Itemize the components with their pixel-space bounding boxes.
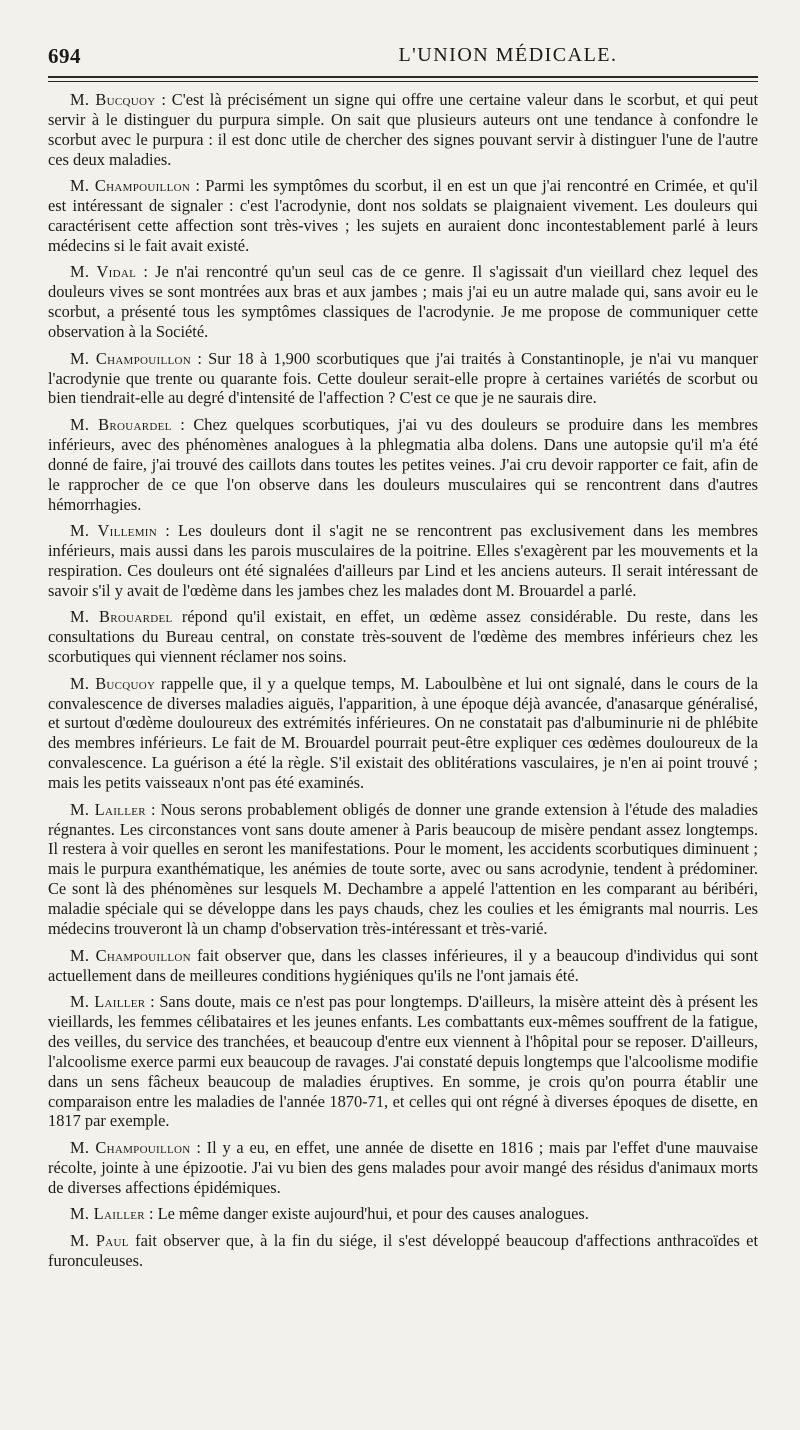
paragraph-8 — [48, 674, 758, 793]
paragraph-9 — [48, 800, 758, 939]
paragraph-6 — [48, 521, 758, 601]
paragraph-text: : Sur 18 à 1,900 scorbutiques que j'ai traités à Constantinople, je n'ai vu manquer l'acrodynie que trente ou quarante fois. Cette douleur serait-elle propre à certaines variétés de scorbut ou bien tiendrait-elle au degré d'intensité de l'affection ? C'est ce que je ne saurais dire. — [48, 348, 758, 408]
paragraph-text: : Nous serons probablement obligés de donner une grande extension à l'étude des maladies régnantes. Les circonstances vont sans doute amener à Paris beaucoup de misère pendant assez longtemps. Il restera à voir quelles en seront les manifestations. Pour le moment, les accidents scorbutiques diminuent ; mais le purpura exanthématique, les anémies de toute sorte, avec ou sans acrodynie, tendent à prédominer. Ce sont là des phénomènes sur lesquels M. Dechambre a appelé l'attention en les comparant au béribéri, maladie spéciale qui se développe dans les pays chauds, chez les coulies et les émigrants mal nourris. Les médecins trouveront là un champ d'observation très-intéressant et très-varié. — [48, 799, 758, 939]
paragraph-5 — [48, 415, 758, 515]
paragraph-2 — [48, 176, 758, 256]
paragraph-text: rappelle que, il y a quelque temps, M. Laboulbène et lui ont signalé, dans le cours de la convalescence de diverses maladies aiguës, l'apparition, à une époque déjà avancée, d'anasarque généralisé, et surtout d'œdème douloureux des extrémités inférieures. On ne constatait pas d'albuminurie ni de phlébite des membres inférieurs. Le fait de M. Brouardel pourrait peut-être expliquer ces œdèmes douloureux de la convalescence. La guérison a été la règle. S'il existait des oblitérations vasculaires, je n'en ai point trouvé ; mais les petits vaisseaux n'ont pas été examinés. — [48, 673, 758, 793]
speaker-name: M. Brouardel — [70, 414, 172, 434]
paragraph-10 — [48, 946, 758, 986]
article-body — [48, 82, 758, 1271]
speaker-name: M. Vidal — [70, 262, 137, 282]
paragraph-3 — [48, 262, 758, 342]
speaker-name: M. Villemin — [70, 521, 157, 541]
speaker-name: M. Champouillon — [70, 176, 191, 196]
paragraph-text: : Sans doute, mais ce n'est pas pour longtemps. D'ailleurs, la misère atteint dès à présent les vieillards, les femmes célibataires et les jeunes enfants. Les combattants eux-mêmes souffrent de la fatigue, des veilles, du service des tranchées, et beaucoup d'entre eux viennent à l'hôpital pour se reposer. D'ailleurs, l'alcoolisme exerce parmi eux beaucoup de ravages. J'ai constaté depuis longtemps que l'alcoolisme modifie dans un sens fâcheux beaucoup de maladies éruptives. En somme, je crois qu'on pourra établir une comparaison entre les maladies de l'année 1870-71, et celles qui ont régné à diverses époques de disette, en 1817 par exemple. — [48, 992, 759, 1131]
page-number: 694 — [48, 44, 81, 68]
speaker-name: M. Lailler — [70, 799, 146, 819]
paragraph-4 — [48, 349, 758, 409]
paragraph-text: : C'est là précisément un signe qui offre une certaine valeur dans le scorbut, et qui peut servir à le distinguer du purpura simple. On sait que plusieurs auteurs ont une tendance à confondre le scorbut avec le purpura : il est donc utile de chercher des signes pouvant servir à distinguer l'une de l'autre ces deux maladies. — [48, 90, 758, 169]
paragraph-text: : Il y a eu, en effet, une année de disette en 1816 ; mais par l'effet d'une mauvaise récolte, jointe à une épizootie. J'ai vu bien des gens malades pour avoir mangé des résidus d'animaux morts de diverses affections épidémiques. — [48, 1137, 758, 1197]
paragraph-14 — [48, 1231, 758, 1271]
paragraph-1 — [48, 90, 758, 170]
paragraph-text: : Chez quelques scorbutiques, j'ai vu des douleurs se produire dans les membres inférieurs, avec des phénomènes analogues à la phlegmatia alba dolens. Dans une autopsie qu'il m'a été donné de faire, j'ai trouvé des caillots dans toutes les petites veines. J'ai cru devoir rapporter ce fait, afin de le rapprocher de ce que l'on observe dans les douleurs musculaires qui se rencontrent dans d'autres hémorrhagies. — [48, 414, 758, 514]
paragraph-11 — [48, 992, 758, 1131]
paragraph-text: répond qu'il existait, en effet, un œdème assez considérable. Du reste, dans les consultations du Bureau central, on constate très-souvent de l'œdème des membres inférieurs chez les scorbutiques qui viennent réclamer nos soins. — [48, 607, 758, 667]
speaker-name: M. Champouillon — [70, 348, 192, 368]
paragraph-text: fait observer que, dans les classes inférieures, il y a beaucoup d'individus qui sont actuellement dans de meilleures conditions hygiéniques qu'ils ne l'ont jamais été. — [48, 945, 759, 985]
speaker-name: M. Lailler — [70, 992, 146, 1011]
speaker-name: M. Paul — [70, 1230, 129, 1250]
paragraph-text: fait observer que, à la fin du siége, il s'est développé beaucoup d'affections anthracoïdes et furonculeuses. — [48, 1230, 758, 1270]
speaker-name: M. Bucquoy — [70, 673, 156, 693]
running-header — [48, 40, 758, 78]
speaker-name: M. Lailler — [70, 1204, 145, 1224]
paragraph-7 — [48, 607, 758, 667]
speaker-name: M. Brouardel — [70, 607, 173, 627]
paragraph-text: : Parmi les symptômes du scorbut, il en est un que j'ai rencontré en Crimée, et qu'il est intéressant de signaler : c'est l'acrodynie, dont nos soldats se plaignaient vivement. Les douleurs qui caractérisent cette affection sont très-vives ; les sujets en auraient donc incontestablement parlé à leurs médecins si le fait avait existé. — [48, 176, 758, 255]
speaker-name: M. Champouillon — [70, 1137, 191, 1157]
paragraph-text: : Le même danger existe aujourd'hui, et pour des causes analogues. — [144, 1204, 589, 1224]
paragraph-text: : Je n'ai rencontré qu'un seul cas de ce genre. Il s'agissait d'un vieillard chez lequel des douleurs vives se sont montrées aux bras et aux jambes ; mais j'ai eu un autre malade qui, sans avoir eu le scorbut, a présenté tous les symptômes classiques de l'acrodynie. Je me propose de communiquer cette observation à la Société. — [48, 262, 759, 342]
paragraph-text: : Les douleurs dont il s'agit ne se rencontrent pas exclusivement dans les membres inférieurs, mais aussi dans les parois musculaires de la poitrine. Elles s'exagèrent par les mouvements et la respiration. Ces douleurs ont été signalées d'ailleurs par Lind et les anciens auteurs. Il serait intéressant de savoir s'il y avait de l'œdème dans les jambes chez les malades dont M. Brouardel a parlé. — [48, 521, 758, 600]
speaker-name: M. Champouillon — [70, 945, 191, 965]
paragraph-13 — [48, 1204, 758, 1224]
journal-title: L'UNION MÉDICALE. — [398, 44, 618, 66]
speaker-name: M. Bucquoy — [70, 90, 156, 109]
paragraph-12 — [48, 1138, 758, 1198]
